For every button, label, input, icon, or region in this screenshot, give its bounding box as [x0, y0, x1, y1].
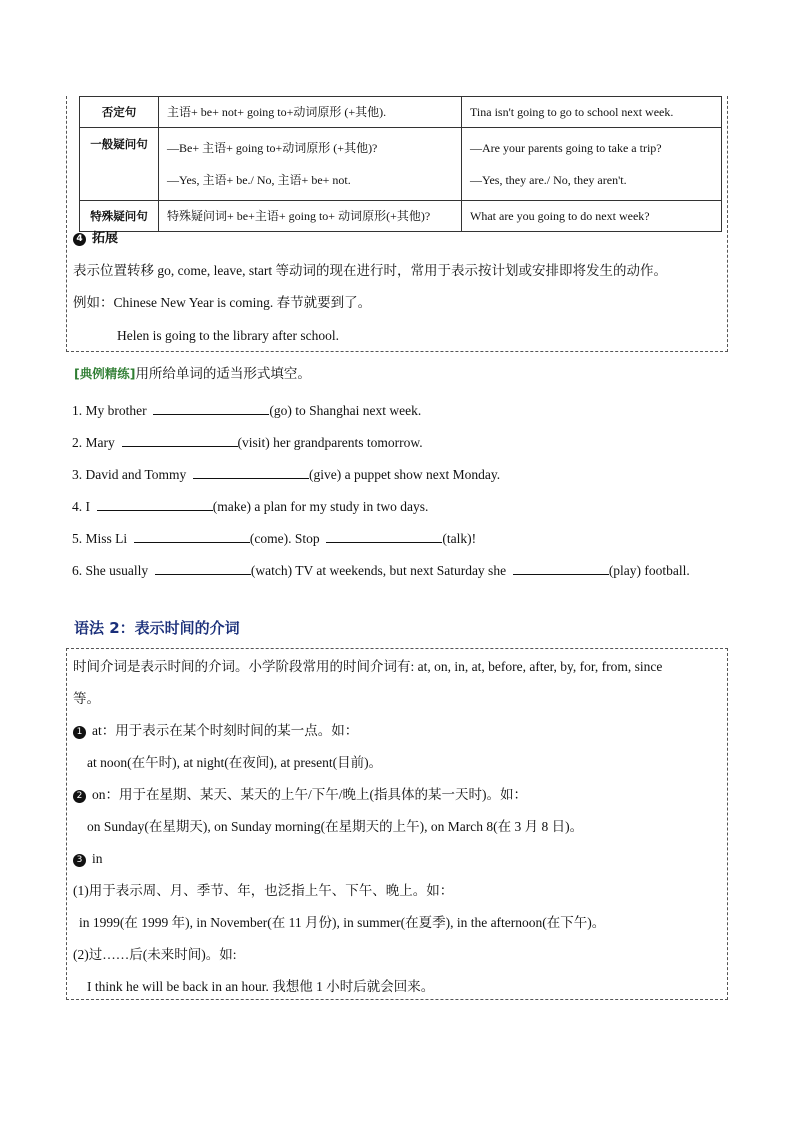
intro-text: 时间介词是表示时间的介词。小学阶段常用的时间介词有: at, on, in, at, before, after, by, for, from, since	[73, 659, 663, 674]
in-rule: (2)过……后(未来时间)。如:	[73, 947, 237, 962]
table-row	[80, 97, 722, 128]
structure-cell: —Be+ 主语+ going to+动词原形 (+其他)? —Yes, 主语+ be./ No, 主语+ be+ not.	[159, 128, 462, 201]
future-tense-box	[66, 96, 728, 352]
answer-blank[interactable]	[326, 530, 442, 543]
exercise-tag: [典例精练]	[74, 366, 136, 381]
structure-cell: 主语+ be+ not+ going to+动词原形 (+其他).	[159, 97, 462, 128]
row-label: 特殊疑问句	[80, 201, 159, 232]
section-heading: 语法 2：表示时间的介词	[74, 619, 240, 637]
extension-example: 例如：Chinese New Year is coming. 春节就要到了。	[73, 295, 372, 310]
number-1-icon: 1	[73, 726, 86, 739]
answer-blank[interactable]	[153, 402, 269, 415]
row-label: 一般疑问句	[80, 128, 159, 201]
in-title: 3 in	[73, 850, 103, 868]
at-title: 1 at：用于表示在某个时刻时间的某一点。如：	[73, 722, 358, 740]
answer-blank[interactable]	[155, 562, 251, 575]
exercise-item: 5. Miss Li (come). Stop (talk)!	[72, 531, 477, 546]
on-title: 2 on：用于在星期、某天、某天的上午/下午/晚上(指具体的某一天时)。如：	[73, 786, 527, 804]
answer-blank[interactable]	[134, 530, 250, 543]
answer-blank[interactable]	[193, 466, 309, 479]
exercise-item: 4. I (make) a plan for my study in two days.	[72, 499, 429, 514]
number-4-icon: 4	[73, 233, 86, 246]
row-label: 否定句	[80, 97, 159, 128]
example-cell: What are you going to do next week?	[462, 201, 722, 232]
answer-blank[interactable]	[513, 562, 609, 575]
at-example: at noon(在午时), at night(在夜间), at present(目前)。	[87, 755, 383, 770]
in-example: I think he will be back in an hour. 我想他 1 小时后就会回来。	[87, 979, 435, 994]
extension-title: 4 拓展	[73, 230, 118, 248]
structure-cell: 特殊疑问词+ be+主语+ going to+ 动词原形(+其他)?	[159, 201, 462, 232]
in-rule: (1)用于表示周、月、季节、年，也泛指上午、下午、晚上。如：	[73, 883, 454, 898]
exercise-item: 6. She usually (watch) TV at weekends, but next Saturday she (play) football.	[72, 563, 690, 578]
exercise-instruction: [典例精练]用所给单词的适当形式填空。	[74, 366, 311, 381]
answer-blank[interactable]	[97, 498, 213, 511]
example-cell: —Are your parents going to take a trip? —Yes, they are./ No, they aren't.	[462, 128, 722, 201]
example-cell: Tina isn't going to go to school next week.	[462, 97, 722, 128]
grammar-table	[79, 96, 722, 232]
exercise-item: 1. My brother (go) to Shanghai next week.	[72, 403, 422, 418]
intro-text: 等。	[73, 691, 100, 706]
extension-line: 表示位置转移 go, come, leave, start 等动词的现在进行时，常用于表示按计划或安排即将发生的动作。	[73, 263, 667, 278]
time-preposition-box	[66, 648, 728, 1000]
table-row	[80, 128, 722, 201]
table-row	[80, 201, 722, 232]
answer-blank[interactable]	[122, 434, 238, 447]
in-example: in 1999(在 1999 年), in November(在 11 月份), in summer(在夏季), in the afternoon(在下午)。	[79, 915, 606, 930]
number-2-icon: 2	[73, 790, 86, 803]
number-3-icon: 3	[73, 854, 86, 867]
on-example: on Sunday(在星期天), on Sunday morning(在星期天的上午), on March 8(在 3 月 8 日)。	[87, 819, 584, 834]
exercise-item: 2. Mary (visit) her grandparents tomorrow.	[72, 435, 423, 450]
extension-example: Helen is going to the library after school.	[117, 328, 339, 343]
exercise-item: 3. David and Tommy (give) a puppet show next Monday.	[72, 467, 501, 482]
